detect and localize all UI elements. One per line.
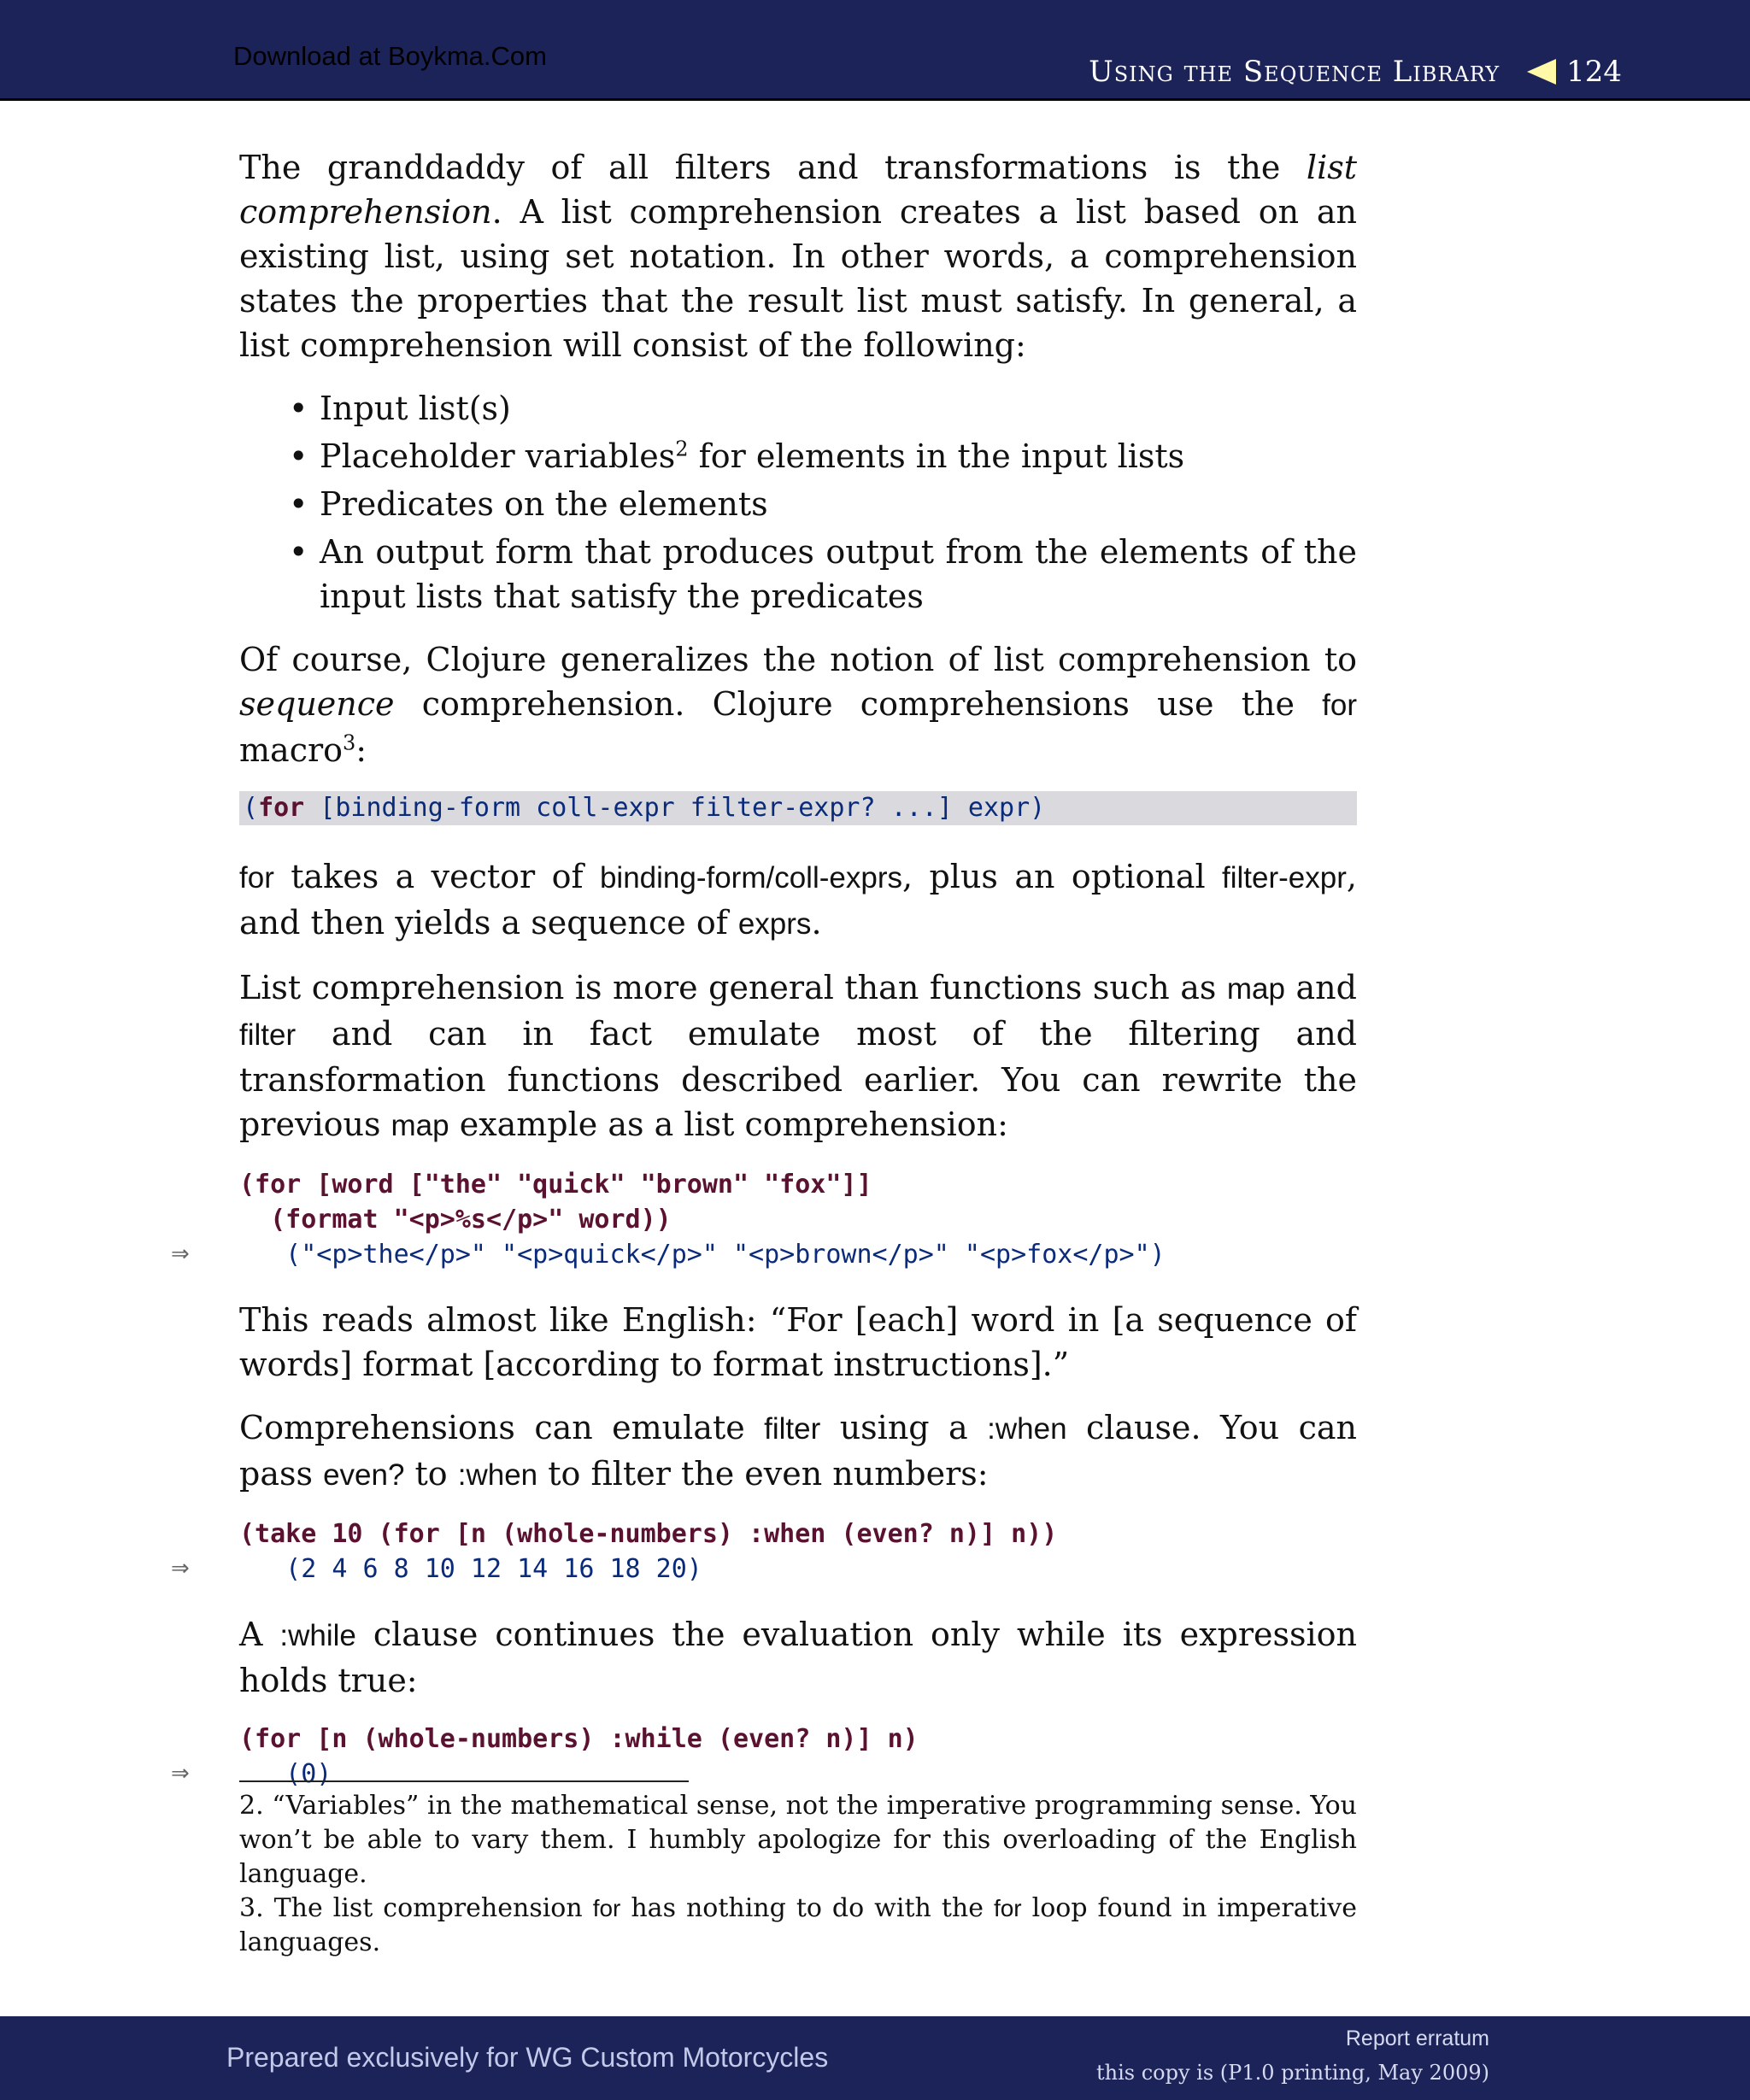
text: , and then yields a sequence of (239, 858, 1357, 941)
list-item (320, 482, 1357, 526)
text: for elements in the input lists (688, 437, 1185, 475)
text: clause. You can pass (239, 1409, 1357, 1493)
text: Input list(s) (320, 390, 511, 427)
inline-code: filter (764, 1412, 821, 1446)
footer-bar (0, 2016, 1750, 2100)
code-line: (for [n (whole-numbers) :while (even? n)] n) (239, 1724, 919, 1754)
code-line: (format "<p>%s</p>" word)) (239, 1205, 672, 1235)
code-token: [binding-form coll-expr filter-expr? ...] expr) (304, 793, 1046, 823)
text: List comprehension is more general than functions such as (239, 969, 1227, 1006)
paragraph-for-description (239, 854, 1357, 947)
text: comprehension. Clojure comprehensions use the (394, 685, 1323, 723)
text: , plus an optional (901, 858, 1223, 895)
inline-code: :when (457, 1458, 538, 1492)
footnote-ref[interactable]: 2 (675, 437, 689, 461)
code-token: ( (243, 793, 259, 823)
result-arrow-icon: ⇒ (171, 1241, 190, 1267)
code-example-when (171, 1516, 1357, 1587)
text: using a (820, 1409, 988, 1446)
text: has nothing to do with the (620, 1893, 994, 1923)
inline-code: filter (239, 1018, 297, 1052)
text: loop found in imperative languages. (239, 1893, 1358, 1957)
paragraph-list-comprehension (239, 145, 1357, 367)
code-result (171, 1552, 1357, 1587)
report-erratum-link[interactable]: Report erratum (1345, 2027, 1489, 2050)
footnotes (239, 1789, 1357, 1960)
result-text: (2 4 6 8 10 12 14 16 18 20) (239, 1554, 702, 1584)
text: . (811, 904, 822, 941)
code-line: (take 10 (for [n (whole-numbers) :when (even? n)] n)) (239, 1519, 1058, 1549)
inline-code: map (391, 1109, 449, 1142)
paragraph-while-clause (239, 1612, 1357, 1703)
text: A (239, 1616, 280, 1653)
text: 3. The list comprehension (239, 1893, 593, 1923)
result-arrow-icon: ⇒ (171, 1761, 190, 1786)
page-content (171, 145, 1357, 1817)
text: . A list comprehension creates a list based on an existing list, using set notation. In other words, a comprehension states the properties that the result list must satisfy. In general, a list comprehension will consist of the following: (239, 193, 1357, 364)
download-watermark[interactable]: Download at Boykma.Com (233, 41, 547, 71)
inline-code: for (239, 861, 274, 895)
inline-code: map (1226, 972, 1285, 1006)
prepared-for-text: Prepared exclusively for WG Custom Motorcycles (226, 2042, 829, 2073)
result-text: (0) (239, 1759, 332, 1789)
paragraph-reads-like-english: This reads almost like English: “For [each] word in [a sequence of words] format [according to format instructions].” (239, 1301, 1357, 1383)
back-triangle-icon[interactable] (1527, 59, 1556, 85)
footnote-3 (239, 1892, 1357, 1960)
emphasis: sequence (239, 685, 395, 723)
text: to (404, 1455, 458, 1493)
list-item (320, 386, 1357, 431)
inline-code: :while (279, 1619, 356, 1652)
text: An output form that produces output from the elements of the input lists that satisfy the predicates (320, 533, 1357, 615)
text: example as a list comprehension: (449, 1106, 1008, 1143)
header-bar (0, 0, 1750, 101)
footnote-ref[interactable]: 3 (343, 730, 356, 755)
text: Placeholder variables (320, 437, 676, 475)
text: Of course, Clojure generalizes the notion of list comprehension to (239, 641, 1357, 678)
text: and (1284, 969, 1357, 1006)
paragraph-when-clause (239, 1405, 1357, 1498)
list-item (320, 530, 1357, 619)
bullet-list (239, 386, 1357, 619)
emphasis: list comprehension (239, 149, 1357, 231)
inline-code: filter-expr (1222, 861, 1347, 895)
code-result (171, 1237, 1357, 1272)
text: takes a vector of (273, 858, 600, 895)
inline-code: even? (323, 1458, 405, 1492)
inline-code: :when (987, 1412, 1067, 1446)
text: : (355, 731, 367, 769)
text: Predicates on the elements (320, 485, 768, 523)
list-item (320, 434, 1357, 478)
paragraph-sequence-comprehension (239, 637, 1357, 772)
footnote-2: 2. “Variables” in the mathematical sense, not the imperative programming sense. You won’t be able to vary them. I humbly apologize for this overloading of the English language. (239, 1791, 1357, 1889)
chapter-title: Using the Sequence Library (1089, 55, 1500, 89)
result-arrow-icon: ⇒ (171, 1556, 190, 1581)
paragraph-more-general (239, 965, 1357, 1148)
code-line: (for [word ["the" "quick" "brown" "fox"]] (239, 1170, 872, 1200)
code-keyword: for (258, 793, 305, 823)
inline-code: for (1322, 689, 1357, 722)
inline-code: binding-form/coll-exprs (599, 861, 902, 895)
inline-code: exprs (737, 907, 812, 941)
syntax-code-bar (239, 791, 1357, 825)
inline-code: for (592, 1895, 621, 1921)
result-text: ("<p>the</p>" "<p>quick</p>" "<p>brown</p>" "<p>fox</p>") (239, 1240, 1166, 1270)
printing-info: this copy is (P1.0 printing, May 2009) (1096, 2061, 1489, 2085)
text: clause continues the evaluation only while its expression holds true: (239, 1616, 1357, 1699)
inline-code: for (993, 1895, 1022, 1921)
footnote-divider (239, 1780, 689, 1782)
text: macro (239, 731, 344, 769)
code-result (171, 1757, 1357, 1792)
text: to filter the even numbers: (537, 1455, 989, 1493)
text: Comprehensions can emulate (239, 1409, 765, 1446)
text: The granddaddy of all filters and transformations is the (239, 149, 1307, 186)
code-example-format (171, 1167, 1357, 1272)
chapter-heading (1089, 55, 1622, 89)
text: and can in fact emulate most of the filtering and transformation functions described earlier. You can rewrite the previous (239, 1015, 1357, 1143)
page-number: 124 (1566, 55, 1622, 89)
